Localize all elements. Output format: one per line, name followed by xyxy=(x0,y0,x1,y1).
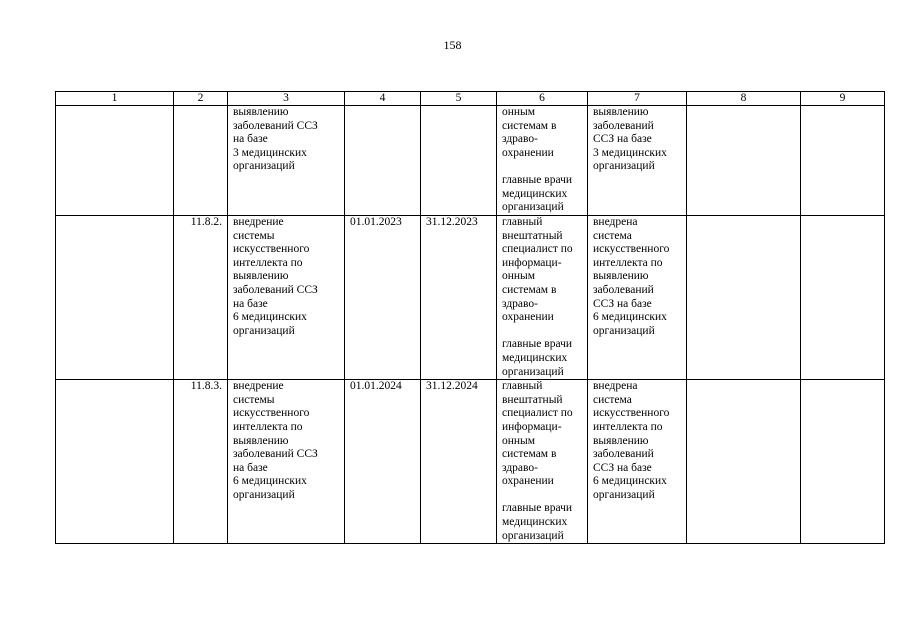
cell-col9 xyxy=(801,106,885,216)
column-header: 5 xyxy=(421,92,497,106)
cell-activity: внедрение системы искусственного интеллекта по выявлению заболеваний ССЗ на базе 6 медицинских организаций xyxy=(228,380,345,544)
cell-activity: внедрение системы искусственного интеллекта по выявлению заболеваний ССЗ на базе 6 медицинских организаций xyxy=(228,216,345,380)
column-number-row xyxy=(56,92,885,106)
cell-item-number: 11.8.3. xyxy=(174,380,228,544)
cell-item-number xyxy=(174,106,228,216)
table-row xyxy=(56,380,885,544)
cell-start-date: 01.01.2023 xyxy=(345,216,421,380)
cell-col8 xyxy=(687,216,801,380)
cell-responsible: онным системам в здраво- охранении главные врачи медицинских организаций xyxy=(497,106,588,216)
cell-col1 xyxy=(56,106,174,216)
table-row xyxy=(56,216,885,380)
cell-result: внедрена система искусственного интеллекта по выявлению заболеваний ССЗ на базе 6 медицинских организаций xyxy=(588,380,687,544)
cell-col9 xyxy=(801,380,885,544)
cell-end-date xyxy=(421,106,497,216)
column-header: 6 xyxy=(497,92,588,106)
page-number: 158 xyxy=(443,38,462,52)
cell-col1 xyxy=(56,216,174,380)
table-row xyxy=(56,106,885,216)
cell-responsible: главный внештатный специалист по информаци- онным системам в здраво- охранении главные врачи медицинских организаций xyxy=(497,380,588,544)
cell-result: внедрена система искусственного интеллекта по выявлению заболеваний ССЗ на базе 6 медицинских организаций xyxy=(588,216,687,380)
column-header: 3 xyxy=(228,92,345,106)
column-header: 8 xyxy=(687,92,801,106)
cell-col8 xyxy=(687,106,801,216)
cell-col1 xyxy=(56,380,174,544)
cell-start-date xyxy=(345,106,421,216)
cell-start-date: 01.01.2024 xyxy=(345,380,421,544)
column-header: 1 xyxy=(56,92,174,106)
column-header: 4 xyxy=(345,92,421,106)
column-header: 2 xyxy=(174,92,228,106)
cell-end-date: 31.12.2024 xyxy=(421,380,497,544)
cell-col8 xyxy=(687,380,801,544)
plan-table xyxy=(55,91,885,544)
cell-result: выявлению заболеваний ССЗ на базе 3 медицинских организаций xyxy=(588,106,687,216)
cell-item-number: 11.8.2. xyxy=(174,216,228,380)
cell-col9 xyxy=(801,216,885,380)
column-header: 9 xyxy=(801,92,885,106)
cell-end-date: 31.12.2023 xyxy=(421,216,497,380)
cell-activity: выявлению заболеваний ССЗ на базе 3 медицинских организаций xyxy=(228,106,345,216)
cell-responsible: главный внештатный специалист по информаци- онным системам в здраво- охранении главные врачи медицинских организаций xyxy=(497,216,588,380)
column-header: 7 xyxy=(588,92,687,106)
